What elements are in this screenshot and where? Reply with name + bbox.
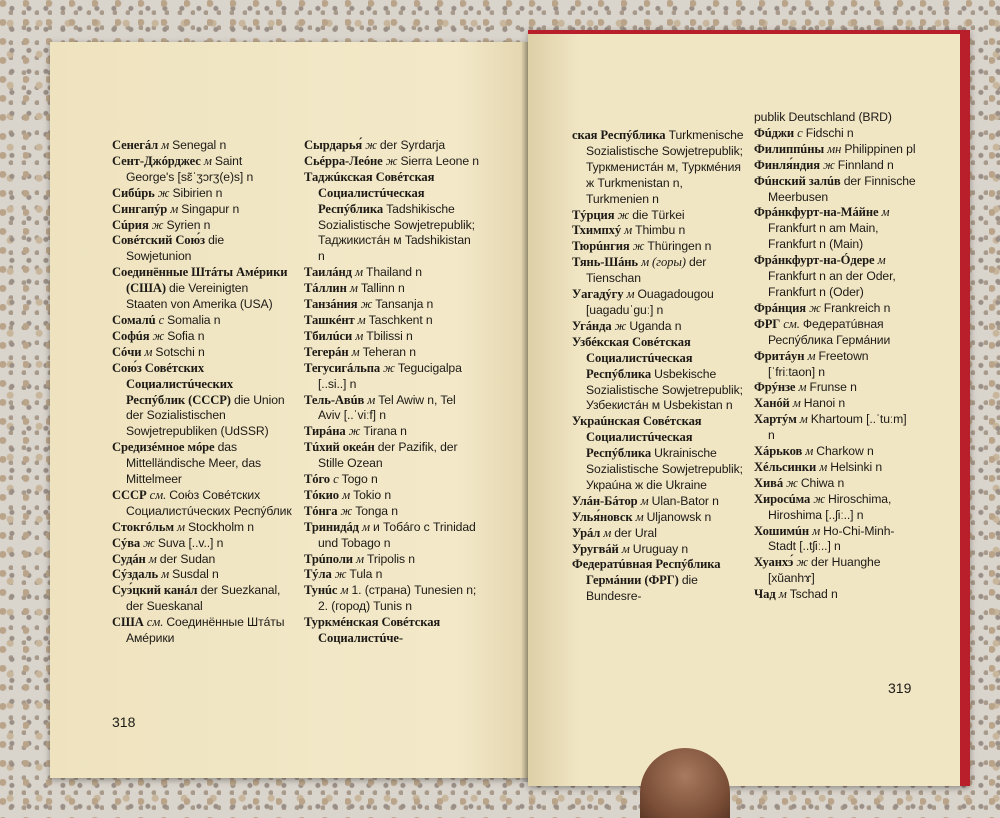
dictionary-entry bbox=[754, 587, 916, 603]
entry-translation: der Sudan bbox=[159, 551, 216, 566]
entry-translation: die Sowjetunion bbox=[126, 233, 225, 264]
dictionary-entry bbox=[754, 301, 916, 317]
entry-headword: Сингапýр bbox=[112, 201, 168, 216]
entry-grammar: м bbox=[355, 328, 364, 343]
entry-translation: Ukrainische Sozialistische Sowjetrepublik; Украúна ж die Ukraine bbox=[586, 446, 743, 492]
entry-grammar: ж bbox=[385, 153, 398, 168]
entry-grammar: м bbox=[367, 392, 376, 407]
entry-grammar: ж bbox=[151, 217, 164, 232]
entry-translation: 1. (страна) Tunesien n; 2. (город) Tunis n bbox=[318, 583, 477, 614]
dictionary-entry bbox=[572, 526, 744, 542]
dictionary-entry bbox=[754, 349, 916, 381]
dictionary-entry bbox=[304, 313, 480, 329]
entry-grammar: м bbox=[635, 509, 644, 524]
entry-headword: Тирáна bbox=[304, 424, 346, 439]
entry-grammar: м bbox=[342, 487, 351, 502]
entry-translation: Thimbu n bbox=[635, 223, 686, 238]
entry-headword: Тегусигáльпа bbox=[304, 360, 381, 375]
entry-headword: Хошимúн bbox=[754, 523, 810, 538]
dictionary-entry bbox=[304, 504, 480, 520]
entry-grammar: м bbox=[340, 583, 349, 598]
entry-translation: Suva [..v..] n bbox=[157, 535, 224, 550]
entry-headword: Филиппúны bbox=[754, 141, 825, 156]
dictionary-entry bbox=[304, 393, 480, 425]
entry-translation: das Mittelländische Meer, das Mittelmeer bbox=[126, 440, 262, 487]
dictionary-entry bbox=[304, 329, 480, 345]
entry-grammar: м bbox=[349, 281, 358, 296]
entry-grammar: м bbox=[161, 567, 170, 582]
dictionary-entry bbox=[754, 174, 916, 206]
entry-translation: die Türkei bbox=[632, 207, 685, 222]
entry-translation: Ulan-Bator n bbox=[651, 493, 719, 508]
entry-headword: Тбилúси bbox=[304, 328, 353, 343]
entry-grammar: м bbox=[626, 287, 635, 302]
dictionary-entry bbox=[112, 202, 292, 218]
dictionary-entry bbox=[304, 265, 480, 281]
entry-translation: и Тобáго с Trinidad und Tobago n bbox=[318, 519, 476, 550]
entry-headword: Танзáния bbox=[304, 297, 358, 312]
entry-translation: Tallinn n bbox=[360, 281, 405, 296]
entry-headword: Трúполи bbox=[304, 551, 353, 566]
entry-headword: Тринидáд bbox=[304, 519, 359, 534]
dictionary-entry bbox=[754, 460, 916, 476]
entry-translation: der Finnische Meerbusen bbox=[768, 173, 916, 204]
entry-grammar: ж bbox=[348, 424, 361, 439]
entry-headword: Чад bbox=[754, 587, 776, 602]
entry-headword: Угáнда bbox=[572, 318, 612, 333]
dictionary-entry bbox=[754, 524, 916, 556]
dictionary-entry bbox=[754, 476, 916, 492]
entry-translation: Susdal n bbox=[172, 567, 219, 582]
entry-grammar: м bbox=[624, 223, 633, 238]
entry-headword: Хартýм bbox=[754, 412, 797, 427]
entry-headword: Фрáнкфурт-на-Мáйне bbox=[754, 205, 879, 220]
dictionary-entry bbox=[112, 536, 292, 552]
entry-grammar: м bbox=[881, 205, 890, 220]
entry-translation: Usbekische Sozialistische Sowjetrepublik; Узбекистáн м Usbekistan n bbox=[586, 366, 743, 413]
entry-headword: Улáн-Бáтор bbox=[572, 493, 638, 508]
dictionary-entry bbox=[572, 319, 744, 335]
dictionary-entry bbox=[304, 488, 480, 504]
entry-grammar: с bbox=[333, 472, 339, 487]
entry-grammar: ж bbox=[340, 503, 353, 518]
dictionary-entry bbox=[304, 552, 480, 568]
entry-translation: Syrien n bbox=[166, 217, 211, 232]
entry-grammar: с bbox=[797, 125, 803, 140]
entry-translation: Tula n bbox=[349, 567, 383, 582]
entry-grammar: ж bbox=[614, 318, 627, 333]
entry-grammar: ж bbox=[786, 475, 798, 490]
dictionary-entry bbox=[754, 555, 916, 587]
entry-translation: Frunse n bbox=[809, 380, 857, 395]
entry-translation: Uganda n bbox=[629, 318, 682, 333]
entry-headword: ФРГ bbox=[754, 316, 781, 331]
entry-headword: Улья́новск bbox=[572, 509, 633, 524]
entry-headword: Фрáнция bbox=[754, 300, 806, 315]
dictionary-entry bbox=[754, 205, 916, 253]
dictionary-entry bbox=[112, 218, 292, 234]
entry-grammar: см. bbox=[146, 615, 164, 630]
entry-translation: Thailand n bbox=[366, 265, 422, 280]
dictionary-entry bbox=[112, 520, 292, 536]
entry-translation: Tegucigalpa [..si..] n bbox=[318, 360, 462, 391]
entry-grammar: с bbox=[158, 312, 165, 327]
entry-headword: Сырдарья́ bbox=[304, 138, 363, 152]
entry-headword: Хивá bbox=[754, 475, 784, 490]
entry-headword: Финля́ндия bbox=[754, 157, 821, 172]
dictionary-entry bbox=[112, 361, 292, 441]
entry-translation: Hiroschima, Hiroshima [..ʃiː..] n bbox=[768, 491, 892, 522]
entry-translation: Сою́з Совéтских Социалистúческих Респýблик bbox=[126, 487, 292, 518]
entry-grammar: ж bbox=[157, 185, 170, 200]
entry-grammar: ж bbox=[143, 535, 155, 550]
right-column-2 bbox=[754, 110, 916, 603]
entry-headword: Тегерáн bbox=[304, 344, 349, 359]
entry-translation: Fidschi n bbox=[805, 125, 854, 140]
entry-grammar: м bbox=[807, 348, 816, 363]
entry-translation: der Pazifik, der Stille Ozean bbox=[318, 440, 458, 471]
dictionary-entry bbox=[112, 186, 292, 202]
entry-grammar: м bbox=[799, 412, 808, 427]
dictionary-entry bbox=[112, 440, 292, 488]
entry-headword: Сýздаль bbox=[112, 567, 159, 582]
entry-grammar: ж bbox=[823, 157, 835, 172]
dictionary-entry bbox=[304, 154, 480, 170]
dictionary-entry bbox=[754, 253, 916, 301]
entry-headword: Тхимпхý bbox=[572, 223, 622, 238]
entry-headword: Уагадýгу bbox=[572, 287, 624, 302]
entry-translation: Tonga n bbox=[355, 503, 398, 518]
entry-headword: Сенегáл bbox=[112, 138, 159, 152]
dictionary-entry bbox=[304, 615, 480, 647]
entry-grammar: м bbox=[170, 201, 179, 216]
dictionary-entry bbox=[112, 552, 292, 568]
entry-headword: Сúрия bbox=[112, 217, 149, 232]
entry-translation: der Tienschan bbox=[586, 255, 707, 286]
dictionary-entry bbox=[112, 615, 292, 647]
dictionary-entry bbox=[112, 583, 292, 615]
entry-headword: Узбéкская Совéтская Социалистúческая Респýблика bbox=[572, 334, 693, 381]
entry-headword: Таилáнд bbox=[304, 265, 352, 280]
entry-grammar: ж bbox=[796, 555, 808, 570]
entry-headword: Тóнга bbox=[304, 503, 338, 518]
entry-grammar: м bbox=[357, 312, 366, 327]
entry-translation: Taschkent n bbox=[368, 312, 433, 327]
right-page bbox=[528, 30, 970, 786]
entry-headword: Хуанхэ́ bbox=[754, 555, 794, 570]
entry-grammar: ж bbox=[152, 328, 165, 343]
dictionary-entry bbox=[754, 380, 916, 396]
entry-translation: Somalia n bbox=[167, 312, 221, 327]
entry-translation: publik Deutschland (BRD) bbox=[754, 110, 892, 124]
entry-grammar: м bbox=[161, 138, 170, 152]
entry-headword: Сибúрь bbox=[112, 185, 155, 200]
entry-translation: Sibirien n bbox=[172, 185, 223, 200]
entry-translation: Senegal n bbox=[172, 138, 227, 152]
entry-headword: Суэ́цкий канáл bbox=[112, 583, 198, 598]
right-column-1 bbox=[572, 128, 744, 605]
entry-translation: Chiwa n bbox=[800, 475, 845, 490]
page-number-right: 319 bbox=[888, 680, 912, 696]
entry-translation: Finnland n bbox=[837, 157, 894, 172]
dictionary-entry bbox=[304, 567, 480, 583]
dictionary-entry bbox=[304, 281, 480, 297]
entry-headword: Фрýнзе bbox=[754, 380, 796, 395]
entry-headword: Таджúкская Совéтская Социалистúческая Респýблика bbox=[304, 169, 435, 216]
entry-grammar: м bbox=[640, 493, 649, 508]
dictionary-entry bbox=[112, 567, 292, 583]
dictionary-entry bbox=[304, 345, 480, 361]
dictionary-entry bbox=[304, 520, 480, 552]
dictionary-entry bbox=[572, 335, 744, 415]
entry-translation: die Bundesre- bbox=[586, 573, 698, 604]
dictionary-entry bbox=[754, 126, 916, 142]
entry-translation: Saint George's [sɛ̃ˈʒɔrʒ(e)s] n bbox=[126, 153, 254, 184]
entry-grammar: м (горы) bbox=[641, 255, 686, 270]
entry-headword: СССР bbox=[112, 487, 147, 502]
entry-grammar: ж bbox=[632, 239, 645, 254]
dictionary-entry bbox=[304, 297, 480, 313]
entry-headword: Украúнская Совéтская Социалистúческая Респýблика bbox=[572, 414, 702, 461]
entry-translation: Philippinen pl bbox=[844, 141, 916, 156]
entry-headword: США bbox=[112, 615, 144, 630]
entry-grammar: м bbox=[603, 525, 612, 540]
entry-headword: Тянь-Шáнь bbox=[572, 255, 638, 270]
entry-grammar: м bbox=[812, 523, 821, 538]
entry-translation: Tadshikische Sozialistische Sowjetrepublik; Таджикистáн м Tadshikistan n bbox=[318, 201, 475, 264]
entry-headword: Соединённые Штáты Амéрики (США) bbox=[112, 265, 288, 296]
entry-headword: Уругвáй bbox=[572, 541, 619, 556]
dictionary-entry bbox=[754, 142, 916, 158]
entry-headword: Хиросúма bbox=[754, 491, 811, 506]
dictionary-entry bbox=[754, 110, 916, 126]
entry-translation: Ouagadougou [uagaduˈguː] n bbox=[586, 287, 714, 317]
dictionary-entry bbox=[304, 472, 480, 488]
entry-headword: ская Респýблика bbox=[572, 128, 666, 142]
entry-headword: Тюрúнгия bbox=[572, 239, 630, 254]
entry-headword: Хéльсинки bbox=[754, 459, 817, 474]
entry-translation: Tripolis n bbox=[367, 551, 415, 566]
entry-grammar: мн bbox=[827, 141, 842, 156]
entry-translation: die Vereinigten Staaten von Amerika (USA) bbox=[126, 281, 273, 312]
entry-headword: Фúджи bbox=[754, 125, 795, 140]
entry-headword: Фритáун bbox=[754, 348, 805, 363]
entry-headword: Ташкéнт bbox=[304, 312, 355, 327]
entry-translation: Freetown [ˈfriːtaon] n bbox=[768, 348, 869, 379]
entry-translation: Tel Awiw n, Tel Aviv [..ˈviːf] n bbox=[318, 392, 456, 423]
entry-grammar: м bbox=[805, 444, 814, 459]
entry-headword: Тýрция bbox=[572, 207, 615, 222]
entry-translation: Hanoi n bbox=[803, 396, 846, 411]
dictionary-entry bbox=[572, 510, 744, 526]
entry-headword: Фúнский залúв bbox=[754, 173, 841, 188]
entry-headword: Федератúвная Респýблика Гермáнии (ФРГ) bbox=[572, 557, 721, 588]
entry-translation: Tschad n bbox=[789, 587, 838, 602]
dictionary-entry bbox=[304, 424, 480, 440]
entry-translation: Uljanowsk n bbox=[646, 509, 712, 524]
entry-translation: Frankfurt n an der Oder, Frankfurt n (Oder) bbox=[768, 269, 896, 299]
entry-translation: Teheran n bbox=[362, 344, 416, 359]
entry-headword: Тáллин bbox=[304, 281, 347, 296]
entry-translation: der Syrdarja bbox=[379, 138, 446, 152]
dictionary-entry bbox=[304, 361, 480, 393]
entry-grammar: м bbox=[362, 519, 370, 534]
entry-translation: Frankfurt n am Main, Frankfurt n (Main) bbox=[768, 221, 879, 252]
entry-translation: Singapur n bbox=[181, 201, 240, 216]
dictionary-entry bbox=[572, 223, 744, 239]
entry-translation: Tokio n bbox=[353, 487, 391, 502]
entry-headword: Софúя bbox=[112, 328, 150, 343]
dictionary-entry bbox=[112, 265, 292, 313]
entry-headword: Тóкио bbox=[304, 487, 340, 502]
entry-translation: Stockholm n bbox=[187, 519, 254, 534]
entry-grammar: ж bbox=[383, 360, 395, 375]
page-number-left: 318 bbox=[112, 714, 136, 730]
entry-translation: Tirana n bbox=[363, 424, 407, 439]
dictionary-entry bbox=[304, 440, 480, 472]
entry-headword: Сýва bbox=[112, 535, 141, 550]
entry-translation: die Union der Sozialistischen Sowjetrepubliken (UdSSR) bbox=[126, 392, 285, 439]
entry-headword: Ханóй bbox=[754, 396, 790, 411]
entry-translation: Tansanja n bbox=[375, 297, 434, 312]
entry-headword: Туркмéнская Совéтская Социалистúче- bbox=[304, 615, 441, 646]
entry-headword: Сент-Джóрджес bbox=[112, 153, 201, 168]
entry-translation: Charkow n bbox=[816, 444, 874, 459]
entry-headword: Средизéмное мóре bbox=[112, 440, 215, 455]
dictionary-entry bbox=[572, 255, 744, 287]
entry-translation: Turkmenische Sozialistische Sowjetrepublik; Туркменистáн м, Туркмéния ж Turkmenistan n, Turkmenien n bbox=[586, 128, 744, 206]
dictionary-entry bbox=[572, 494, 744, 510]
entry-headword: Тúхий океáн bbox=[304, 440, 375, 455]
dictionary-entry bbox=[112, 313, 292, 329]
entry-translation: Sofia n bbox=[167, 328, 205, 343]
dictionary-entry bbox=[572, 128, 744, 208]
dictionary-entry bbox=[112, 488, 292, 520]
entry-translation: Khartoum [..ˈtuːm] n bbox=[768, 412, 907, 443]
entry-grammar: ж bbox=[617, 207, 630, 222]
entry-grammar: м bbox=[778, 587, 787, 602]
dictionary-entry bbox=[112, 154, 292, 186]
entry-headword: Сою́з Совéтских Социалистúческих Респýблик (СССР) bbox=[112, 360, 234, 407]
entry-grammar: м bbox=[203, 153, 212, 168]
open-book bbox=[50, 30, 970, 782]
entry-grammar: м bbox=[355, 265, 363, 280]
entry-grammar: м bbox=[621, 541, 630, 556]
entry-translation: der Huanghe [xŭanhɤ] bbox=[768, 555, 881, 586]
left-column-2 bbox=[304, 138, 480, 647]
entry-translation: Sotschi n bbox=[155, 344, 205, 359]
entry-translation: Thüringen n bbox=[647, 239, 712, 254]
dictionary-entry bbox=[112, 345, 292, 361]
entry-grammar: ж bbox=[334, 567, 347, 582]
dictionary-entry bbox=[754, 317, 916, 349]
entry-headword: Тýла bbox=[304, 567, 332, 582]
dictionary-entry bbox=[112, 329, 292, 345]
entry-translation: Tbilissi n bbox=[366, 328, 413, 343]
entry-headword: Тóго bbox=[304, 472, 330, 487]
entry-grammar: м bbox=[819, 459, 828, 474]
entry-translation: Федератúвная Респýблика Гермáнии bbox=[768, 316, 891, 347]
dictionary-entry bbox=[304, 583, 480, 615]
left-column-1 bbox=[112, 138, 292, 647]
dictionary-entry bbox=[754, 412, 916, 444]
entry-headword: Сóчи bbox=[112, 344, 142, 359]
entry-grammar: см. bbox=[149, 487, 167, 502]
entry-grammar: м bbox=[877, 253, 886, 268]
entry-grammar: м bbox=[176, 519, 185, 534]
entry-headword: Стокгóльм bbox=[112, 519, 174, 534]
entry-translation: Helsinki n bbox=[830, 459, 883, 474]
dictionary-entry bbox=[304, 170, 480, 265]
dictionary-entry bbox=[572, 557, 744, 605]
entry-grammar: м bbox=[351, 344, 360, 359]
entry-grammar: см. bbox=[783, 316, 800, 331]
entry-headword: Сьéрра-Леóне bbox=[304, 153, 383, 168]
entry-grammar: ж bbox=[809, 300, 821, 315]
entry-grammar: м bbox=[798, 380, 807, 395]
entry-translation: Togo n bbox=[341, 472, 378, 487]
entry-grammar: м bbox=[356, 551, 364, 566]
dictionary-entry bbox=[572, 542, 744, 558]
dictionary-entry bbox=[572, 208, 744, 224]
dictionary-entry bbox=[572, 414, 744, 494]
dictionary-entry bbox=[304, 138, 480, 154]
entry-grammar: ж bbox=[813, 491, 825, 506]
entry-grammar: ж bbox=[360, 297, 373, 312]
dictionary-entry bbox=[754, 492, 916, 524]
dictionary-entry bbox=[112, 138, 292, 154]
dictionary-entry bbox=[572, 287, 744, 319]
entry-grammar: м bbox=[148, 551, 157, 566]
entry-translation: Sierra Leone n bbox=[400, 153, 479, 168]
entry-translation: der Ural bbox=[614, 525, 657, 540]
entry-headword: Судáн bbox=[112, 551, 146, 566]
entry-headword: Совéтский Сою́з bbox=[112, 233, 205, 248]
dictionary-entry bbox=[754, 396, 916, 412]
entry-translation: der Suezkanal, der Sueskanal bbox=[126, 583, 281, 614]
entry-headword: Тель-Авúв bbox=[304, 392, 365, 407]
entry-headword: Тунúс bbox=[304, 583, 338, 598]
entry-headword: Фрáнкфурт-на-Óдере bbox=[754, 253, 875, 268]
entry-headword: Хáрьков bbox=[754, 444, 803, 459]
entry-headword: Сомалú bbox=[112, 312, 156, 327]
entry-translation: Ho-Chi-Minh-Stadt [..tʃiː..] n bbox=[768, 523, 895, 554]
dictionary-entry bbox=[754, 444, 916, 460]
entry-translation: Frankreich n bbox=[823, 300, 891, 315]
entry-translation: Соединённые Штáты Амéрики bbox=[126, 615, 285, 646]
entry-grammar: м bbox=[144, 344, 153, 359]
left-page bbox=[50, 42, 528, 778]
dictionary-entry bbox=[572, 239, 744, 255]
entry-grammar: м bbox=[792, 396, 801, 411]
entry-grammar: ж bbox=[365, 138, 377, 152]
dictionary-entry bbox=[112, 233, 292, 265]
dictionary-entry bbox=[754, 158, 916, 174]
entry-headword: Урáл bbox=[572, 525, 601, 540]
entry-translation: Uruguay n bbox=[632, 541, 689, 556]
